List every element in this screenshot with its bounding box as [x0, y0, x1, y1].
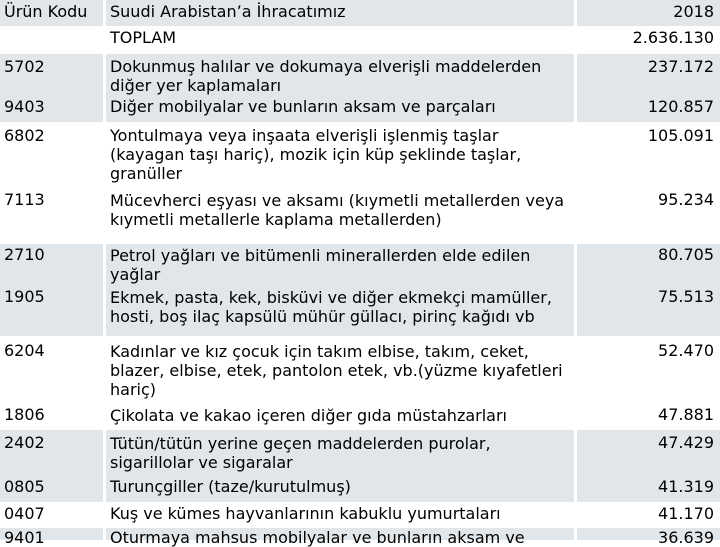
- row-value: 47.881: [658, 405, 714, 424]
- row-desc: Kadınlar ve kız çocuk için takım elbise, takım, ceket, blazer, elbise, etek, pantolon etek, vb.(yüzme kıyafetleri hariç): [110, 342, 563, 399]
- row-desc: Turunçgiller (taze/kurutulmuş): [110, 477, 351, 496]
- row-desc: Tütün/tütün yerine geçen maddelerden purolar, sigarillolar ve sigaralar: [110, 434, 491, 472]
- row-code: 1905: [4, 287, 45, 306]
- row-desc: Yontulmaya veya inşaata elverişli işlenmiş taşlar (kayagan taşı hariç), mozik için küp şeklinde taşlar, granüller: [110, 126, 522, 183]
- header-year: 2018: [673, 2, 714, 21]
- header-code: Ürün Kodu: [4, 2, 88, 21]
- row-value: 41.170: [658, 504, 714, 523]
- row-code: 7113: [4, 190, 45, 209]
- row-desc: Mücevherci eşyası ve aksamı (kıymetli metallerden veya kıymetli metallerle kaplama metallerden): [110, 191, 565, 229]
- total-value: 2.636.130: [632, 28, 714, 47]
- row-desc: Çikolata ve kakao içeren diğer gıda müstahzarları: [110, 406, 507, 425]
- row-value: 47.429: [658, 433, 714, 452]
- row-value: 237.172: [647, 57, 714, 76]
- row-code: 2402: [4, 433, 45, 452]
- row-code: 1806: [4, 405, 45, 424]
- row-desc: Ekmek, pasta, kek, bisküvi ve diğer ekmekçi mamüller, hosti, boş ilaç kapsülü mühür güllacı, pirinç kağıdı vb: [110, 288, 552, 326]
- row-value: 41.319: [658, 477, 714, 496]
- row-value: 36.639: [658, 528, 714, 547]
- row-value: 80.705: [658, 245, 714, 264]
- row-desc: Dokunmuş halılar ve dokumaya elverişli maddelerden diğer yer kaplamaları: [110, 57, 542, 95]
- row-desc: Petrol yağları ve bitümenli minerallerden elde edilen yağlar: [110, 246, 531, 284]
- row-value: 52.470: [658, 341, 714, 360]
- row-desc: Diğer mobilyalar ve bunların aksam ve parçaları: [110, 97, 496, 116]
- row-value: 105.091: [647, 126, 714, 145]
- row-code: 9401: [4, 528, 45, 547]
- row-code: 5702: [4, 57, 45, 76]
- row-value: 120.857: [647, 97, 714, 116]
- row-code: 6802: [4, 126, 45, 145]
- row-value: 75.513: [658, 287, 714, 306]
- row-code: 0407: [4, 504, 45, 523]
- row-desc: Oturmaya mahsus mobilyalar ve bunların aksam ve: [110, 528, 525, 547]
- row-value: 95.234: [658, 190, 714, 209]
- header-desc: Suudi Arabistan’a İhracatımız: [110, 2, 346, 21]
- row-code: 0805: [4, 477, 45, 496]
- row-code: 2710: [4, 245, 45, 264]
- row-code: 9403: [4, 97, 45, 116]
- row-code: 6204: [4, 341, 45, 360]
- total-label: TOPLAM: [110, 28, 177, 47]
- row-desc: Kuş ve kümes hayvanlarının kabuklu yumurtaları: [110, 504, 501, 523]
